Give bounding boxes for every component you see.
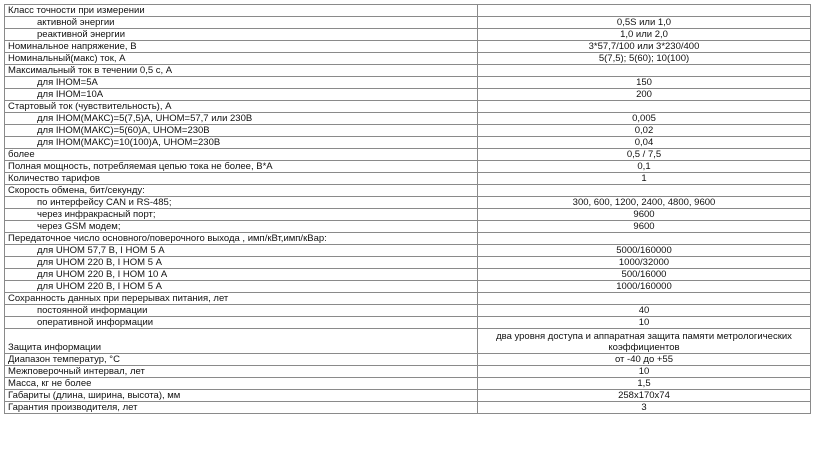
spec-label: для UНОМ 220 В, I НОМ 5 А <box>5 257 478 269</box>
spec-label: для IНОМ(МАКС)=5(7,5)А, UНОМ=57,7 или 230В <box>5 113 478 125</box>
spec-row <box>5 185 811 197</box>
spec-value: 0,04 <box>478 137 811 149</box>
spec-label: для UНОМ 57,7 В, I НОМ 5 А <box>5 245 478 257</box>
spec-value: 0,5S или 1,0 <box>478 17 811 29</box>
spec-label: для IНОМ=5А <box>5 77 478 89</box>
spec-row <box>5 125 811 137</box>
spec-value: 40 <box>478 305 811 317</box>
spec-label: активной энергии <box>5 17 478 29</box>
spec-row <box>5 77 811 89</box>
spec-value: 0,02 <box>478 125 811 137</box>
spec-row <box>5 17 811 29</box>
spec-row <box>5 173 811 185</box>
spec-row <box>5 41 811 53</box>
spec-label: по интерфейсу CAN и RS-485; <box>5 197 478 209</box>
spec-row <box>5 402 811 414</box>
spec-value: 200 <box>478 89 811 101</box>
spec-label: реактивной энергии <box>5 29 478 41</box>
spec-row <box>5 209 811 221</box>
spec-row <box>5 101 811 113</box>
spec-value: 500/16000 <box>478 269 811 281</box>
spec-label: Максимальный ток в течении 0,5 с, А <box>5 65 478 77</box>
spec-row <box>5 221 811 233</box>
spec-row <box>5 293 811 305</box>
spec-label: Передаточное число основного/поверочного выхода , имп/кВт,имп/кВар: <box>5 233 478 245</box>
spec-label: Номинальный(макс) ток, А <box>5 53 478 65</box>
spec-row <box>5 354 811 366</box>
spec-value: 300, 600, 1200, 2400, 4800, 9600 <box>478 197 811 209</box>
spec-value: 0,5 / 7,5 <box>478 149 811 161</box>
spec-value: 258x170x74 <box>478 390 811 402</box>
spec-value <box>478 5 811 17</box>
spec-label: для UНОМ 220 В, I НОМ 5 А <box>5 281 478 293</box>
spec-label: через инфракрасный порт; <box>5 209 478 221</box>
spec-label: постоянной информации <box>5 305 478 317</box>
spec-label: Стартовый ток (чувствительность), А <box>5 101 478 113</box>
spec-value: 1000/32000 <box>478 257 811 269</box>
spec-label: Диапазон температур, °С <box>5 354 478 366</box>
spec-value: 0,1 <box>478 161 811 173</box>
spec-label: оперативной информации <box>5 317 478 329</box>
spec-label: Габариты (длина, ширина, высота), мм <box>5 390 478 402</box>
spec-label: Гарантия производителя, лет <box>5 402 478 414</box>
spec-value: 5000/160000 <box>478 245 811 257</box>
spec-value: 3 <box>478 402 811 414</box>
spec-row <box>5 317 811 329</box>
spec-value <box>478 233 811 245</box>
spec-value: 9600 <box>478 221 811 233</box>
spec-value: 1,5 <box>478 378 811 390</box>
spec-value: 5(7,5); 5(60); 10(100) <box>478 53 811 65</box>
spec-row <box>5 233 811 245</box>
spec-value: 9600 <box>478 209 811 221</box>
spec-value: от -40 до +55 <box>478 354 811 366</box>
spec-label: для IНОМ(МАКС)=5(60)А, UНОМ=230В <box>5 125 478 137</box>
spec-label: для IНОМ=10А <box>5 89 478 101</box>
spec-value: 1000/160000 <box>478 281 811 293</box>
spec-row <box>5 53 811 65</box>
spec-row <box>5 65 811 77</box>
spec-label: Полная мощность, потребляемая цепью тока не более, В*А <box>5 161 478 173</box>
spec-table-body <box>5 5 811 414</box>
spec-label: Количество тарифов <box>5 173 478 185</box>
spec-value <box>478 185 811 197</box>
spec-value <box>478 293 811 305</box>
spec-label: более <box>5 149 478 161</box>
spec-row <box>5 390 811 402</box>
spec-label: для IНОМ(МАКС)=10(100)А, UНОМ=230В <box>5 137 478 149</box>
spec-label: Масса, кг не более <box>5 378 478 390</box>
spec-row <box>5 281 811 293</box>
spec-row <box>5 137 811 149</box>
spec-row <box>5 257 811 269</box>
spec-row <box>5 366 811 378</box>
spec-value: два уровня доступа и аппаратная защита памяти метрологических коэффициентов <box>478 329 811 354</box>
spec-value <box>478 65 811 77</box>
spec-label: Межповерочный интервал, лет <box>5 366 478 378</box>
spec-value: 150 <box>478 77 811 89</box>
spec-row <box>5 329 811 354</box>
spec-value <box>478 101 811 113</box>
spec-row <box>5 113 811 125</box>
spec-value: 10 <box>478 317 811 329</box>
spec-value: 1,0 или 2,0 <box>478 29 811 41</box>
spec-row <box>5 5 811 17</box>
spec-label: Скорость обмена, бит/секунду: <box>5 185 478 197</box>
spec-value: 0,005 <box>478 113 811 125</box>
spec-row <box>5 29 811 41</box>
spec-row <box>5 245 811 257</box>
spec-label: Номинальное напряжение, В <box>5 41 478 53</box>
spec-value: 3*57,7/100 или 3*230/400 <box>478 41 811 53</box>
spec-label: Защита информации <box>5 329 478 354</box>
spec-row <box>5 378 811 390</box>
spec-table <box>4 4 811 414</box>
spec-row <box>5 161 811 173</box>
spec-row <box>5 89 811 101</box>
spec-row <box>5 305 811 317</box>
spec-value: 1 <box>478 173 811 185</box>
spec-row <box>5 197 811 209</box>
spec-row <box>5 269 811 281</box>
spec-row <box>5 149 811 161</box>
spec-label: через GSM модем; <box>5 221 478 233</box>
spec-value: 10 <box>478 366 811 378</box>
spec-label: для UНОМ 220 В, I НОМ 10 А <box>5 269 478 281</box>
spec-label: Класс точности при измерении <box>5 5 478 17</box>
spec-label: Сохранность данных при перерывах питания, лет <box>5 293 478 305</box>
